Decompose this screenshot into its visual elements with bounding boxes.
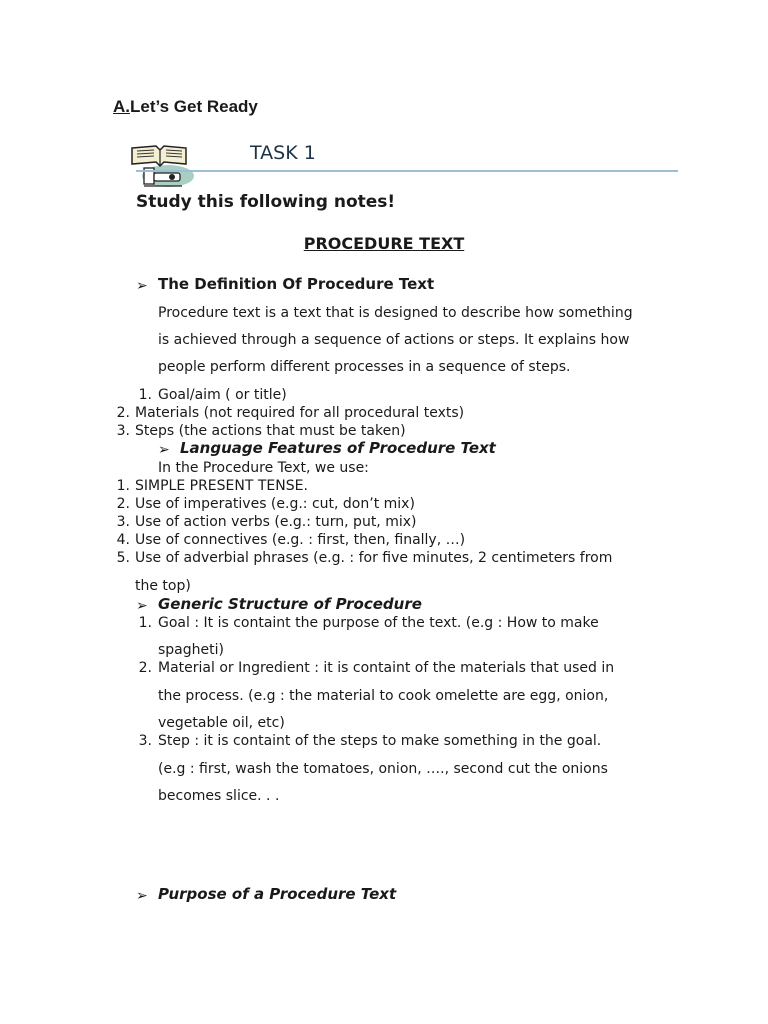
list-number: 2.: [138, 660, 152, 676]
list-item: Step : it is containt of the steps to make something in the goal.: [158, 733, 602, 749]
features-heading: Language Features of Procedure Text: [180, 439, 496, 457]
definition-line: is achieved through a sequence of actions or steps. It explains how: [158, 332, 630, 348]
open-book-icon: [128, 142, 196, 190]
list-item-continuation: the process. (e.g : the material to cook omelette are egg, onion,: [158, 688, 609, 704]
list-item-continuation: (e.g : first, wash the tomatoes, onion, …., second cut the onions: [158, 761, 608, 777]
structure-heading: Generic Structure of Procedure: [158, 595, 422, 613]
definition-line: people perform different processes in a sequence of steps.: [158, 359, 571, 375]
instruction-text: Study this following notes!: [136, 192, 396, 212]
list-item: Use of imperatives (e.g.: cut, don’t mix): [135, 496, 415, 512]
document-title-text: PROCEDURE TEXT: [303, 234, 465, 253]
list-item-continuation: the top): [135, 578, 191, 594]
arrow-bullet-icon: ➢: [136, 598, 148, 614]
list-item: Goal : It is containt the purpose of the text. (e.g : How to make: [158, 615, 599, 631]
list-item-continuation: spagheti): [158, 642, 224, 658]
list-item: Materials (not required for all procedural texts): [135, 405, 465, 421]
task-divider: [136, 170, 678, 172]
definition-line: Procedure text is a text that is designed to describe how something: [158, 305, 633, 321]
list-number: 5.: [116, 550, 130, 566]
section-letter: A.: [113, 97, 130, 116]
section-heading: [113, 97, 258, 117]
list-item: Material or Ingredient : it is containt of the materials that used in: [158, 660, 615, 676]
list-item: Use of adverbial phrases (e.g. : for five minutes, 2 centimeters from: [135, 550, 613, 566]
list-number: 4.: [116, 532, 130, 548]
list-item-continuation: vegetable oil, etc): [158, 715, 285, 731]
list-item: Use of action verbs (e.g.: turn, put, mix): [135, 514, 417, 530]
arrow-bullet-icon: ➢: [158, 442, 170, 458]
list-item: Use of connectives (e.g. : first, then, finally, …): [135, 532, 466, 548]
purpose-heading: Purpose of a Procedure Text: [158, 885, 397, 903]
definition-heading: The Definition Of Procedure Text: [158, 275, 435, 293]
list-number: 1.: [116, 478, 130, 494]
list-number: 1.: [138, 387, 152, 403]
list-number: 1.: [138, 615, 152, 631]
list-number: 2.: [116, 496, 130, 512]
document-title: [0, 234, 768, 254]
list-number: 3.: [116, 423, 130, 439]
task-title: TASK 1: [250, 142, 316, 164]
list-item: SIMPLE PRESENT TENSE.: [135, 478, 308, 494]
list-number: 3.: [116, 514, 130, 530]
list-number: 2.: [116, 405, 130, 421]
list-item-continuation: becomes slice. . .: [158, 788, 280, 804]
arrow-bullet-icon: ➢: [136, 278, 148, 294]
list-item: Goal/aim ( or title): [158, 387, 287, 403]
arrow-bullet-icon: ➢: [136, 888, 148, 904]
section-title: Let’s Get Ready: [130, 97, 258, 116]
list-item: Steps (the actions that must be taken): [135, 423, 406, 439]
list-number: 3.: [138, 733, 152, 749]
features-intro: In the Procedure Text, we use:: [158, 460, 369, 476]
